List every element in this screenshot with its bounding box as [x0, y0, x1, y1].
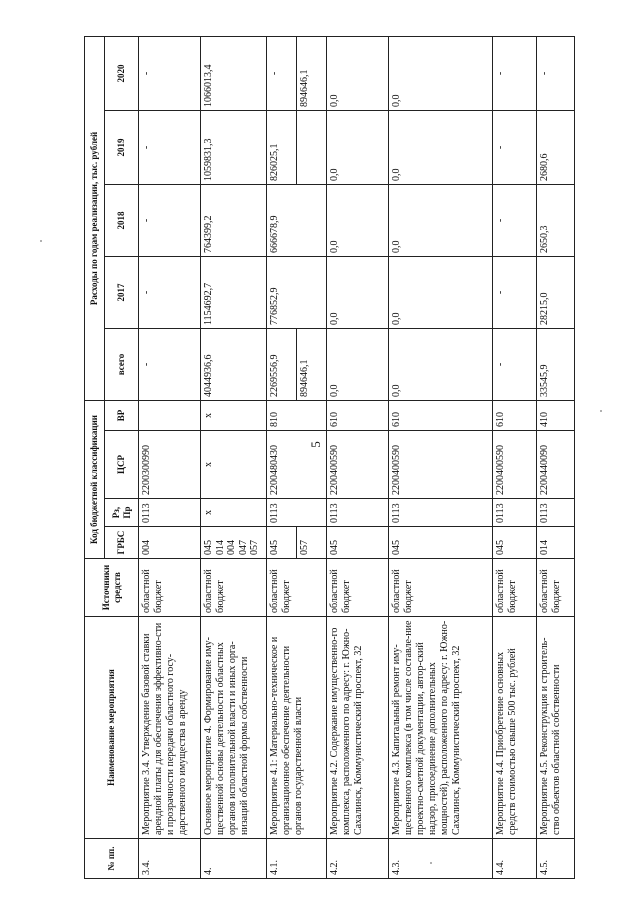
row-csr: 2200480430 — [267, 431, 327, 499]
row-vr: 410 — [537, 400, 575, 430]
header-num: № пп. — [85, 839, 139, 879]
row-2018: 764399,2 — [201, 184, 267, 256]
row-num: 4.3. — [389, 839, 493, 879]
row-2018: - — [139, 184, 201, 256]
table-row — [267, 36, 297, 878]
row-source: областной бюджет — [267, 559, 327, 617]
row-source: областной бюджет — [389, 559, 493, 617]
row-num: 4.1. — [267, 839, 327, 879]
header-2019: 2019 — [105, 110, 139, 184]
table-row — [389, 36, 493, 878]
row-total: 894646,1 — [297, 328, 327, 400]
row-2018: 0,0 — [389, 184, 493, 256]
row-vr — [139, 400, 201, 430]
page-number: 5 — [307, 441, 323, 448]
row-grbs: 045 — [389, 527, 493, 559]
row-2020: - — [139, 36, 201, 110]
row-name: Мероприятие 4.4. Приобретение основных средств стоимостью свыше 500 тыс. рублей — [493, 617, 537, 839]
row-csr: 2200400590 — [327, 431, 389, 499]
row-2017: 1154692,7 — [201, 256, 267, 328]
grbs-code: 057 — [249, 540, 260, 555]
row-csr: х — [201, 431, 267, 499]
row-2018: 2650,3 — [537, 184, 575, 256]
header-2017: 2017 — [105, 256, 139, 328]
budget-table — [84, 36, 575, 879]
row-source: областной бюджет — [139, 559, 201, 617]
row-2017: 28215,0 — [537, 256, 575, 328]
row-grbs: 004 — [139, 527, 201, 559]
header-rzpr: Рз, Пр — [105, 499, 139, 527]
row-name: Мероприятие 4.2. Содержание имущественно-го комплекса, расположенного по адресу: г. Южно-Сахалинск, Коммунистический проспект, 32 — [327, 617, 389, 839]
row-2019-empty — [297, 110, 327, 184]
row-name: Основное мероприятие 4. Формирование иму-щественной основы деятельности областных органов исполнительной власти и иных орга-низаций областной формы собственности — [201, 617, 267, 839]
row-2019: 826025,1 — [267, 110, 297, 184]
row-2020: 894646,1 — [297, 36, 327, 110]
grbs-code: 047 — [237, 540, 249, 555]
row-source: областной бюджет — [537, 559, 575, 617]
header-source: Источники средств — [85, 559, 139, 617]
row-rzpr: 0113 — [327, 499, 389, 527]
row-grbs: 045 — [493, 527, 537, 559]
row-grbs: 057 — [297, 527, 327, 559]
row-name: Мероприятие 3.4. Утверждение базовой ставки арендной платы для обеспечения эффективно-сти и прозрачности передачи областного госу-дарственного имущества в аренду — [139, 617, 201, 839]
row-total: - — [493, 328, 537, 400]
row-2020: - — [267, 36, 297, 110]
row-total: 4044936,6 — [201, 328, 267, 400]
header-kbk: Код бюджетной классификации — [85, 400, 105, 558]
row-csr: 2200400590 — [493, 431, 537, 499]
row-total: 0,0 — [389, 328, 493, 400]
row-2017: - — [139, 256, 201, 328]
table-row — [493, 36, 537, 878]
row-grbs: 045 — [267, 527, 297, 559]
scan-speck — [600, 410, 602, 412]
table-row — [537, 36, 575, 878]
row-name: Мероприятие 4.5. Реконструкция и строитель-ство объектов областной собственности — [537, 617, 575, 839]
row-num: 3.4. — [139, 839, 201, 879]
row-grbs: 014 — [537, 527, 575, 559]
row-rzpr: 0113 — [267, 499, 327, 527]
row-2018: - — [493, 184, 537, 256]
row-2019: 0,0 — [327, 110, 389, 184]
table-row — [201, 36, 267, 878]
row-vr: 610 — [327, 400, 389, 430]
row-num: 4. — [201, 839, 267, 879]
header-2020: 2020 — [105, 36, 139, 110]
row-rzpr: х — [201, 499, 267, 527]
row-total: - — [139, 328, 201, 400]
row-name: Мероприятие 4.1: Материально-техническое и организационное обеспечение деятельности органов государственной власти — [267, 617, 327, 839]
row-vr: х — [201, 400, 267, 430]
row-source: областной бюджет — [327, 559, 389, 617]
row-csr: 2200400590 — [389, 431, 493, 499]
row-grbs-list — [201, 527, 267, 559]
row-2017: 776852,9 — [267, 256, 327, 328]
row-csr: 2200300990 — [139, 431, 201, 499]
row-2018: 0,0 — [327, 184, 389, 256]
header-grbs: ГРБС — [105, 527, 139, 559]
row-2017: 0,0 — [327, 256, 389, 328]
row-vr: 610 — [389, 400, 493, 430]
row-2018: 666678,9 — [267, 184, 327, 256]
row-rzpr: 0113 — [493, 499, 537, 527]
header-2018: 2018 — [105, 184, 139, 256]
grbs-code: 014 — [214, 540, 226, 555]
row-2019: 1059831,3 — [201, 110, 267, 184]
row-2020: 1066013,4 — [201, 36, 267, 110]
row-rzpr: 0113 — [389, 499, 493, 527]
row-total: 33545,9 — [537, 328, 575, 400]
header-name: Наименование мероприятия — [85, 617, 139, 839]
row-2020: - — [537, 36, 575, 110]
row-num: 4.5. — [537, 839, 575, 879]
rotated-table-container — [84, 37, 562, 879]
header-csr: ЦСР — [105, 431, 139, 499]
row-total: 0,0 — [327, 328, 389, 400]
row-total: 2269556,9 — [267, 328, 297, 400]
header-expenses: Расходы по годам реализации, тыс. рублей — [85, 36, 105, 400]
row-vr: 810 — [267, 400, 327, 430]
row-2017: 0,0 — [389, 256, 493, 328]
header-total: всего — [105, 328, 139, 400]
table-row — [139, 36, 201, 878]
row-num: 4.2. — [327, 839, 389, 879]
scan-speck — [40, 240, 42, 242]
row-2020: 0,0 — [389, 36, 493, 110]
grbs-code: 004 — [226, 540, 237, 555]
row-2017: - — [493, 256, 537, 328]
row-2020: 0,0 — [327, 36, 389, 110]
row-2019: 2680,6 — [537, 110, 575, 184]
row-source: областной бюджет — [201, 559, 267, 617]
row-csr: 2200440090 — [537, 431, 575, 499]
table-row — [327, 36, 389, 878]
row-2019: - — [493, 110, 537, 184]
row-2019: 0,0 — [389, 110, 493, 184]
row-num: 4.4. — [493, 839, 537, 879]
grbs-code: 045 — [203, 540, 214, 555]
row-2019: - — [139, 110, 201, 184]
row-grbs: 045 — [327, 527, 389, 559]
row-2020: - — [493, 36, 537, 110]
row-rzpr: 0113 — [139, 499, 201, 527]
row-name: Мероприятие 4.3. Капитальный ремонт иму-щественного комплекса (в том числе составле-ние проектно-сметной документации, автор-ский надзор, присоединение дополнительных мощностей), расположенного по адресу: г. Южно-Сахалинск, Коммунистический проспект, 32 — [389, 617, 493, 839]
row-rzpr: 0113 — [537, 499, 575, 527]
row-source: областной бюджет — [493, 559, 537, 617]
row-vr: 610 — [493, 400, 537, 430]
header-vr: ВР — [105, 400, 139, 430]
